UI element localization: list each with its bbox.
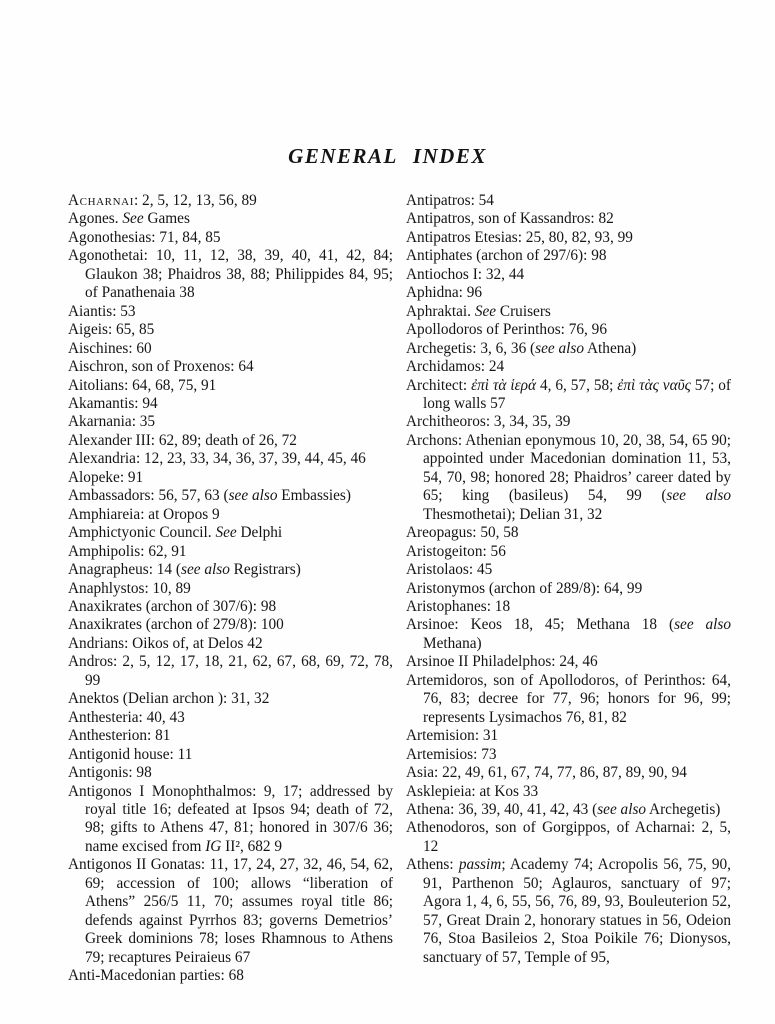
index-entry: Architect: ἐπὶ τὰ ἱερά 4, 6, 57, 58; ἐπὶ τὰς ναῦς 57; of long walls 57 (406, 376, 732, 412)
index-entry: Apollodoros of Perinthos: 76, 96 (406, 321, 607, 339)
index-entry: Aigeis: 65, 85 (68, 321, 155, 339)
index-entry: Aischron, son of Proxenos: 64 (68, 358, 254, 376)
index-entry: Agonothetai: 10, 11, 12, 38, 39, 40, 41, 42, 84; Glaukon 38; Phaidros 38, 88; Philippides 84, 95; of Panathenaia 38 (68, 247, 393, 302)
italic-text: see also (674, 616, 732, 634)
index-entry: Ambassadors: 56, 57, 63 (see also Embassies) (68, 487, 351, 505)
index-entry: Antigonis: 98 (68, 764, 152, 782)
index-entry: Archegetis: 3, 6, 36 (see also Athena) (406, 339, 637, 357)
index-entry: Agones. See Games (68, 210, 190, 228)
index-entry: Andrians: Oikos of, at Delos 42 (68, 634, 263, 652)
index-entry: Amphiareia: at Oropos 9 (68, 505, 220, 523)
index-entry: Anaxikrates (archon of 279/8): 100 (68, 616, 284, 634)
italic-text: passim (458, 856, 502, 874)
smallcaps-headword: Acharnai (68, 192, 134, 209)
index-entry: Anaxikrates (archon of 307/6): 98 (68, 597, 277, 615)
index-entry: Artemision: 31 (406, 727, 499, 745)
index-entry: Andros: 2, 5, 12, 17, 18, 21, 62, 67, 68, 69, 72, 78, 99 (68, 653, 393, 689)
index-entry: Anthesterion: 81 (68, 727, 171, 745)
italic-text: See (215, 524, 237, 542)
index-entry: Akarnania: 35 (68, 413, 156, 431)
index-entry: Anagrapheus: 14 (see also Registrars) (68, 561, 301, 579)
index-entry: Aristophanes: 18 (406, 597, 511, 615)
index-entry: Antigonos II Gonatas: 11, 17, 24, 27, 32, 46, 54, 62, 69; accession of 100; allows “liberation of Athens” 256/5 11, 70; assumes royal title 86; defends against Pyrrhos 83; governs Demetrios’ Greek dominions 78; loses Rhamnous to Athens 79; recaptures Peiraieus 67 (68, 856, 393, 966)
italic-text: see also (228, 487, 278, 505)
index-entry: Antiphates (archon of 297/6): 98 (406, 247, 607, 265)
index-entry: Aristogeiton: 56 (406, 542, 506, 560)
page-title: GENERAL INDEX (288, 144, 487, 168)
index-columns (68, 192, 731, 985)
index-entry: Athens: passim; Academy 74; Acropolis 56, 75, 90, 91, Parthenon 50; Aglauros, sanctuary of 97; Agora 1, 4, 6, 55, 56, 76, 89, 93, Bouleuterion 52, 57, Great Drain 2, honorary statues in 56, Odeion 76, Stoa Basileios 2, Stoa Poikile 76; Dionysos, sanctuary of 57, Temple of 95, (406, 856, 731, 966)
index-entry: Aitolians: 64, 68, 75, 91 (68, 376, 217, 394)
index-entry: Alopeke: 91 (68, 468, 144, 486)
italic-text: ἐπὶ τὰς ναῦς (617, 376, 691, 394)
index-entry: Artemidoros, son of Apollodoros, of Perinthos: 64, 76, 83; decree for 77, 96; honors for 96, 99; represents Lysimachos 76, 81, 82 (406, 671, 731, 726)
index-column-right (406, 192, 731, 985)
index-entry: Archons: Athenian eponymous 10, 20, 38, 54, 65 90; appointed under Macedonian domination 11, 53, 54, 70, 98; honored 28; Phaidros’ career dated by 65; king (basileus) 54, 99 (see also Thesmothetai); Delian 31, 32 (406, 431, 731, 523)
italic-text: see also (666, 487, 731, 505)
index-entry: Antipatros: 54 (406, 192, 494, 209)
index-entry: Aischines: 60 (68, 339, 152, 357)
index-entry: Aphraktai. See Cruisers (406, 302, 551, 320)
index-entry: Asia: 22, 49, 61, 67, 74, 77, 86, 87, 89, 90, 94 (406, 764, 687, 782)
index-entry: Athenodoros, son of Gorgippos, of Acharnai: 2, 5, 12 (406, 819, 731, 855)
index-entry: Antigonos I Monophthalmos: 9, 17; addressed by royal title 16; defeated at Ipsos 94; death of 72, 98; gifts to Athens 47, 81; honored in 307/6 36; name excised from IG II², 682 9 (68, 782, 393, 855)
index-entry: Aristolaos: 45 (406, 561, 493, 579)
index-entry: Antipatros, son of Kassandros: 82 (406, 210, 614, 228)
index-entry: Acharnai: 2, 5, 12, 13, 56, 89 (68, 192, 257, 209)
italic-text: see also (181, 561, 230, 579)
index-entry: Aphidna: 96 (406, 284, 483, 302)
index-entry: Artemisios: 73 (406, 745, 497, 763)
index-entry: Aristonymos (archon of 289/8): 64, 99 (406, 579, 643, 597)
italic-text: See (122, 210, 144, 228)
italic-text: ἐπὶ τὰ ἱερά (471, 376, 537, 394)
index-entry: Archidamos: 24 (406, 358, 505, 376)
index-entry: Anektos (Delian archon ): 31, 32 (68, 690, 270, 708)
italic-text: IG (205, 837, 222, 855)
index-entry: Arsinoe II Philadelphos: 24, 46 (406, 653, 598, 671)
index-entry: Anthesteria: 40, 43 (68, 708, 185, 726)
index-entry: Akamantis: 94 (68, 394, 158, 412)
index-entry: Amphipolis: 62, 91 (68, 542, 187, 560)
index-entry: Amphictyonic Council. See Delphi (68, 524, 283, 542)
index-entry: Aiantis: 53 (68, 302, 136, 320)
index-entry: Arsinoe: Keos 18, 45; Methana 18 (see also Methana) (406, 616, 732, 652)
index-column-left (68, 192, 393, 985)
index-entry: Anti-Macedonian parties: 68 (68, 967, 244, 985)
index-entry: Areopagus: 50, 58 (406, 524, 519, 542)
index-entry: Alexander III: 62, 89; death of 26, 72 (68, 431, 297, 449)
index-entry: Anaphlystos: 10, 89 (68, 579, 191, 597)
italic-text: see also (535, 339, 585, 357)
index-entry: Antipatros Etesias: 25, 80, 82, 93, 99 (406, 228, 633, 246)
index-entry: Antiochos I: 32, 44 (406, 265, 525, 283)
index-entry: Agonothesias: 71, 84, 85 (68, 228, 221, 246)
index-entry: Athena: 36, 39, 40, 41, 42, 43 (see also Archegetis) (406, 800, 721, 818)
italic-text: See (474, 302, 497, 320)
italic-text: see also (597, 800, 647, 818)
index-entry: Architheoros: 3, 34, 35, 39 (406, 413, 571, 431)
index-entry: Asklepieia: at Kos 33 (406, 782, 539, 800)
index-entry: Alexandria: 12, 23, 33, 34, 36, 37, 39, 44, 45, 46 (68, 450, 366, 468)
index-entry: Antigonid house: 11 (68, 745, 193, 763)
